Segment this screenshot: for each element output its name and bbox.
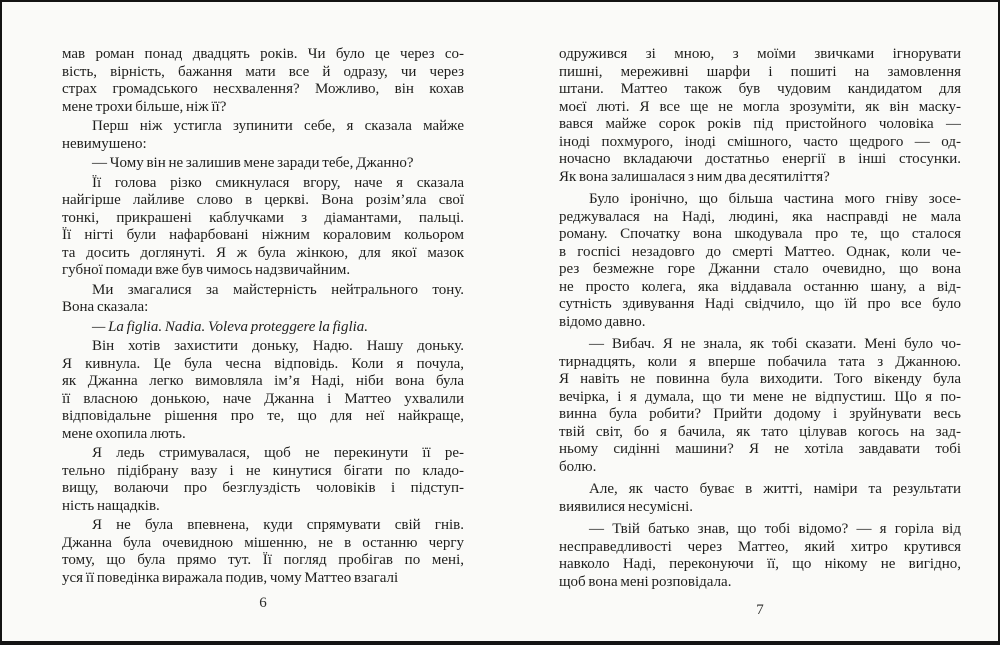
- book-line: вість, вірність, бажання мати все й одразу, чи через: [62, 63, 464, 80]
- right-page-number: 7: [756, 602, 764, 618]
- paragraph: [559, 191, 961, 331]
- book-line: одружився зі мною, з моїми звичками ігнорувати: [559, 46, 961, 62]
- book-line: несправедливості через Маттео, який хитро крутився: [559, 538, 961, 555]
- book-line: найгірше лайливе слово в церкві. Вона розім’яла свої: [62, 192, 464, 208]
- book-line: в госпісі незадовго до смерті Маттео. Однак, коли че-: [559, 243, 961, 260]
- book-line: страх громадського несхвалення? Можливо, він кохав: [62, 81, 464, 97]
- book-line: моєї люті. Я все ще не могла зрозуміти, як він маску-: [559, 98, 961, 115]
- paragraph: [62, 118, 464, 153]
- book-line: ність нащадків.: [62, 497, 160, 514]
- book-line: — Вибач. Я не знала, як тобі сказати. Мені було чо-: [589, 336, 961, 352]
- paragraph: [559, 336, 961, 476]
- book-line: навколо Наді, переконуючи її, що нікому не вигідно,: [559, 556, 961, 572]
- left-page-text: [62, 46, 464, 587]
- book-line: мене охопила лють.: [62, 425, 186, 442]
- paragraph: [559, 46, 961, 186]
- paragraph: [62, 319, 464, 337]
- left-page-number: 6: [259, 595, 267, 611]
- book-line: Я кивнула. Це була чесна відповідь. Коли я почула,: [62, 355, 464, 372]
- paragraph: [62, 155, 464, 173]
- book-line: рез безмежне горе Джанни стало очевидно, що вона: [559, 261, 961, 277]
- book-line: Як вона залишалася з ним два десятиліття?: [559, 168, 830, 185]
- book-line: Перш ніж устигла зупинити себе, я сказала майже: [92, 118, 464, 134]
- book-line: Її нігті були нафарбовані ніжним кораловим кольором: [62, 227, 464, 243]
- book-line: уся її поведінка виражала подив, чому Маттео взагалі: [62, 569, 399, 586]
- book-line: відомо давно.: [559, 313, 646, 330]
- book-line: тому, що була прямо тут. Її погляд пробігав по мені,: [62, 552, 464, 568]
- book-line: Він хотів захистити доньку, Надю. Нашу доньку.: [92, 338, 464, 354]
- book-line: відповідальне рішення про те, що для неї найкраще,: [62, 408, 464, 424]
- paragraph: [559, 521, 961, 591]
- book-line: вався майже сорок років під пристойного чоловіка —: [559, 116, 961, 132]
- book-line: вечірка, і я думала, що ти мене не відпустиш. Що я по-: [559, 388, 961, 405]
- book-line: тирнадцять, коли я вперше побачила тата з Джанною.: [559, 353, 961, 370]
- book-line: невимушено:: [62, 135, 147, 152]
- book-line: Я навіть не повинна була виходити. Того вікенду була: [559, 371, 961, 387]
- book-line: щоб вона мені розповідала.: [559, 573, 732, 590]
- book-line: твій світ, бо я бачила, як тато цілував когось на зад-: [559, 423, 961, 440]
- book-line: пишні, мереживні шарфи і пошиті на замовлення: [559, 63, 961, 80]
- paragraph: [62, 517, 464, 587]
- book-line: Вона сказала:: [62, 299, 149, 315]
- book-line: штани. Маттео також був чудовим кандидатом для: [559, 81, 961, 97]
- book-line: Я ледь стримувалася, щоб не перекинути її ре-: [92, 445, 464, 461]
- paragraph: [62, 175, 464, 280]
- paragraph: [62, 282, 464, 317]
- book-line: — Твій батько знав, що тобі відомо? — я горіла від: [589, 521, 961, 537]
- book-line: винна була робити? Прийти додому і зруйнувати весь: [559, 406, 961, 422]
- book-line: ночасно вкладаючи достатньо енергії в інші стосунки.: [559, 151, 961, 167]
- book-line: Ми змагалися за майстерність нейтрального тону.: [92, 281, 464, 298]
- book-line: болю.: [559, 458, 597, 475]
- book-line: сутність здивування Наді свідчило, що їй про все було: [559, 296, 961, 312]
- book-line: роману. Спочатку вона шкодувала про те, що сталося: [559, 226, 961, 242]
- book-line: тельно підібрану вазу і не кинутися бігати по кладо-: [62, 462, 464, 479]
- book-line: вищу, волаючи про безглуздість чоловіків і підступ-: [62, 480, 464, 496]
- paragraph: [62, 338, 464, 443]
- book-line: Джанна була очевидною мішенню, не в останню чергу: [62, 534, 464, 551]
- book-line: як Джанна легко вимовляла ім’я Наді, ніби вона була: [62, 373, 464, 389]
- book-line: Я не була впевнена, куди спрямувати свій гнів.: [92, 517, 464, 533]
- book-line: Але, як часто буває в житті, наміри та результати: [589, 481, 961, 497]
- book-line: та досить доглянуті. Я ж була жінкою, для якої мазок: [62, 244, 464, 261]
- book-line: реджувалася на Наді, людині, яка насправді не мала: [559, 208, 961, 225]
- book-line: ньому сидінні машини? Я не хотіла завдавати тобі: [559, 441, 961, 457]
- book-line: — La figlia. Nadia. Voleva proteggere la figlia.: [92, 318, 369, 335]
- book-line: виявилися несумісні.: [559, 498, 694, 515]
- book-line: Було іронічно, що більша частина мого гніву зосе-: [589, 191, 961, 207]
- book-line: мене трохи більше, ніж її?: [62, 98, 227, 115]
- book-line: Її голова різко смикнулася вгору, наче я сказала: [92, 174, 464, 191]
- book-line: іноді похмурого, іноді смішного, часто щедрого — од-: [559, 133, 961, 150]
- paragraph: [62, 46, 464, 116]
- paragraph: [62, 445, 464, 515]
- book-line: — Чому він не залишив мене заради тебе, Джанно?: [92, 155, 414, 171]
- book-line: її власною донькою, наче Джанна і Маттео ухвалили: [62, 390, 464, 407]
- paragraph: [559, 481, 961, 516]
- book-line: не просто колега, яка віддавала останню шану, а від-: [559, 278, 961, 295]
- right-page-text: [559, 46, 961, 591]
- book-line: мав роман понад двадцять років. Чи було це через со-: [62, 46, 464, 62]
- book-line: губної помади вже був чимось надзвичайним.: [62, 262, 351, 278]
- book-line: тонкі, прикрашені каблучками з діамантами, пальці.: [62, 209, 464, 226]
